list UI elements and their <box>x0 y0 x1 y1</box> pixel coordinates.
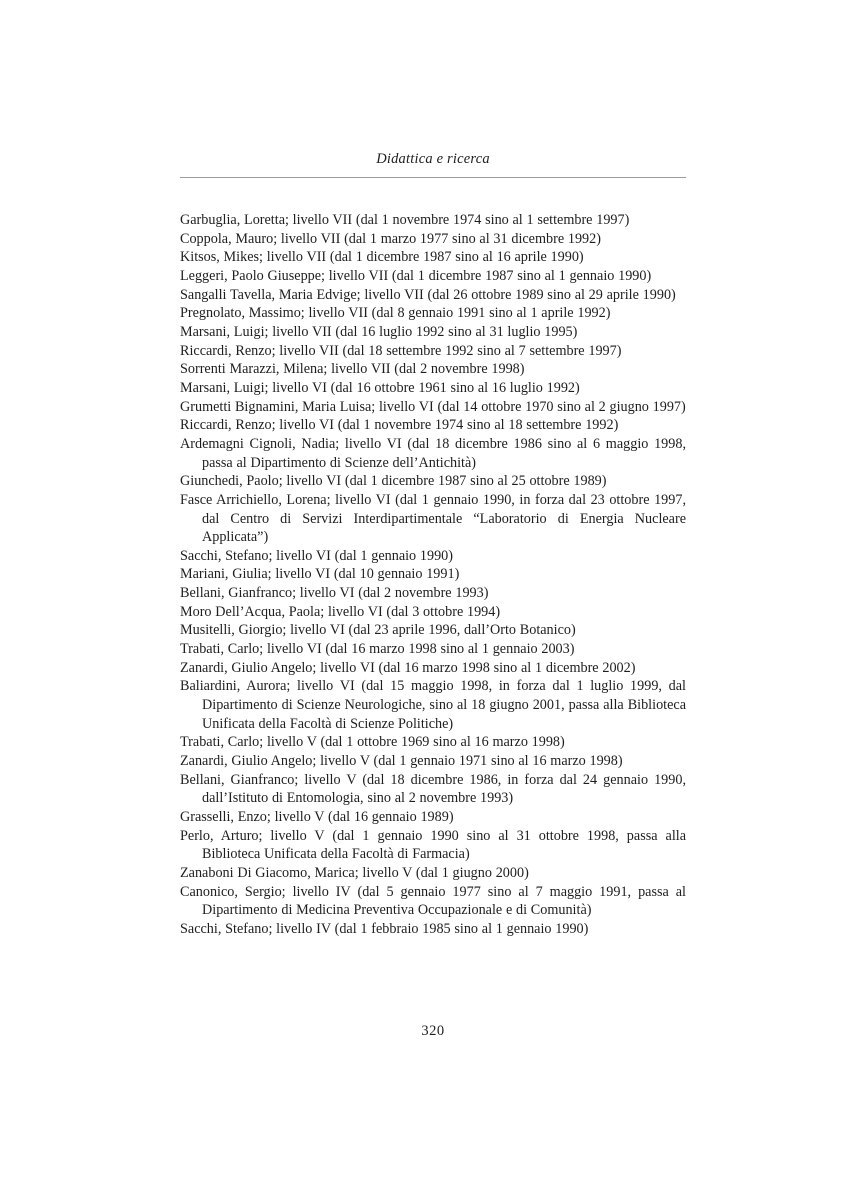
entry: Riccardi, Renzo; livello VI (dal 1 novembre 1974 sino al 18 settembre 1992) <box>180 417 619 434</box>
entry: Riccardi, Renzo; livello VII (dal 18 settembre 1992 sino al 7 settembre 1997) <box>180 342 622 359</box>
entry: Coppola, Mauro; livello VII (dal 1 marzo 1977 sino al 31 dicembre 1992) <box>180 230 601 247</box>
entry: Zanaboni Di Giacomo, Marica; livello V (dal 1 giugno 2000) <box>180 864 529 881</box>
entry: Sacchi, Stefano; livello VI (dal 1 gennaio 1990) <box>180 547 453 564</box>
entry: Trabati, Carlo; livello V (dal 1 ottobre 1969 sino al 16 marzo 1998) <box>180 734 565 751</box>
entry: Marsani, Luigi; livello VI (dal 16 ottobre 1961 sino al 16 luglio 1992) <box>180 379 580 396</box>
entry: Moro Dell’Acqua, Paola; livello VI (dal 3 ottobre 1994) <box>180 603 501 620</box>
entry: Marsani, Luigi; livello VII (dal 16 luglio 1992 sino al 31 luglio 1995) <box>180 323 578 340</box>
entry: Bellani, Gianfranco; livello V (dal 18 dicembre 1986, in forza dal 24 gennaio 1990, dall’Istituto di Entomologia, sino al 2 novembre 1993) <box>180 771 686 807</box>
running-title: Didattica e ricerca <box>376 151 490 167</box>
entry: Bellani, Gianfranco; livello VI (dal 2 novembre 1993) <box>180 585 489 602</box>
entry: Sacchi, Stefano; livello IV (dal 1 febbraio 1985 sino al 1 gennaio 1990) <box>180 920 589 937</box>
entry: Grumetti Bignamini, Maria Luisa; livello VI (dal 14 ottobre 1970 sino al 2 giugno 1997) <box>180 398 686 415</box>
entry: Musitelli, Giorgio; livello VI (dal 23 aprile 1996, dall’Orto Botanico) <box>180 622 576 639</box>
entry: Sorrenti Marazzi, Milena; livello VII (dal 2 novembre 1998) <box>180 361 525 378</box>
entry: Perlo, Arturo; livello V (dal 1 gennaio 1990 sino al 31 ottobre 1998, passa alla Biblioteca Unificata della Facoltà di Farmacia) <box>180 827 686 863</box>
entry: Ardemagni Cignoli, Nadia; livello VI (dal 18 dicembre 1986 sino al 6 maggio 1998, passa al Dipartimento di Scienze dell’Antichità) <box>180 435 686 471</box>
entry: Leggeri, Paolo Giuseppe; livello VII (dal 1 dicembre 1987 sino al 1 gennaio 1990) <box>180 267 652 284</box>
document-page <box>180 150 686 939</box>
entry: Fasce Arrichiello, Lorena; livello VI (dal 1 gennaio 1990, in forza dal 23 ottobre 1997, dal Centro di Servizi Interdipartimentale “Laboratorio di Energia Nucleare Applicata”) <box>180 491 686 546</box>
entry-list <box>180 211 686 939</box>
page-footer <box>180 1022 686 1040</box>
entry: Giunchedi, Paolo; livello VI (dal 1 dicembre 1987 sino al 25 ottobre 1989) <box>180 473 607 490</box>
entry: Trabati, Carlo; livello VI (dal 16 marzo 1998 sino al 1 gennaio 2003) <box>180 641 575 658</box>
entry: Sangalli Tavella, Maria Edvige; livello VII (dal 26 ottobre 1989 sino al 29 aprile 1990) <box>180 286 676 303</box>
entry: Zanardi, Giulio Angelo; livello V (dal 1 gennaio 1971 sino al 16 marzo 1998) <box>180 753 623 770</box>
entry: Canonico, Sergio; livello IV (dal 5 gennaio 1977 sino al 7 maggio 1991, passa al Dipartimento di Medicina Preventiva Occupazionale e di Comunità) <box>180 883 686 919</box>
page-number: 320 <box>421 1023 445 1039</box>
entry: Garbuglia, Loretta; livello VII (dal 1 novembre 1974 sino al 1 settembre 1997) <box>180 212 630 228</box>
entry: Mariani, Giulia; livello VI (dal 10 gennaio 1991) <box>180 566 460 583</box>
entry: Grasselli, Enzo; livello V (dal 16 gennaio 1989) <box>180 809 454 825</box>
entry: Zanardi, Giulio Angelo; livello VI (dal 16 marzo 1998 sino al 1 dicembre 2002) <box>180 659 636 676</box>
entry: Pregnolato, Massimo; livello VII (dal 8 gennaio 1991 sino al 1 aprile 1992) <box>180 305 611 322</box>
entry: Kitsos, Mikes; livello VII (dal 1 dicembre 1987 sino al 16 aprile 1990) <box>180 249 584 266</box>
page-header <box>180 150 686 178</box>
header-rule <box>180 177 686 178</box>
entry: Baliardini, Aurora; livello VI (dal 15 maggio 1998, in forza dal 1 luglio 1999, dal Dipartimento di Scienze Neurologiche, sino al 18 giugno 2001, passa alla Biblioteca Unificata della Facoltà di Scienze Politiche) <box>180 678 686 732</box>
